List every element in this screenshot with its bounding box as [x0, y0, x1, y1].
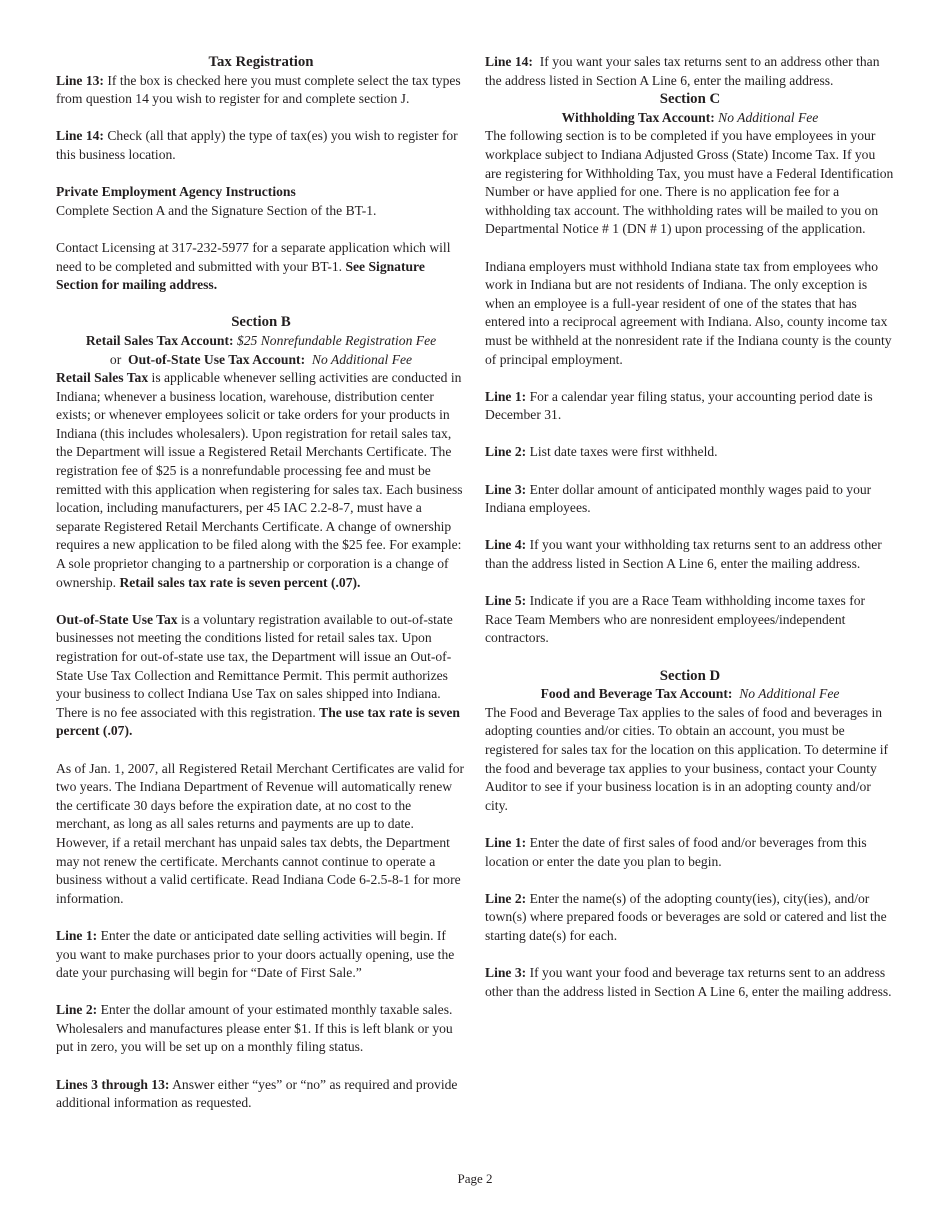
or-text: or: [109, 351, 129, 367]
food-beverage-paragraph: The Food and Beverage Tax applies to the sales of food and beverages in adopting counties and/or cities. To obtain an account, you must be registered for sales tax for the location on this application. To determine if the food and beverage tax applies to your business, contact your County Auditor to see if your business location is in an adopting county and/or city.: [485, 704, 889, 813]
retail-account-line: [56, 332, 466, 351]
c-line3-text: Enter dollar amount of anticipated monthly wages paid to your Indiana employees.: [485, 481, 872, 516]
b-lines3-13-label: Lines 3 through 13:: [56, 1076, 170, 1092]
c-line3-label: Line 3:: [485, 481, 527, 497]
line14-text: Check (all that apply) the type of tax(es) you wish to register for this business location.: [56, 128, 458, 162]
b-line2-label: Line 2:: [56, 1002, 98, 1018]
d-line3-label: Line 3:: [485, 965, 527, 981]
c-line14-label: Line 14:: [485, 54, 533, 69]
oos-text: is a voluntary registration available to out-of-state businesses not meeting the conditions listed for retail sales tax. Upon registration for out-of-state use tax, the Department will issue an Out-of-State Use Tax Collection and Remittance Permit. This permit authorizes your business to collect Indiana Use Tax on sales shipped into Indiana. There is no fee associated with this registration.: [56, 611, 453, 720]
c-line14-text: If you want your sales tax returns sent to an address other than the address listed in Section A Line 6, enter the mailing address.: [485, 54, 883, 88]
d-line1-instruction: [485, 834, 895, 871]
b-line2-text: Enter the dollar amount of your estimated monthly taxable sales. Wholesalers and manufactures please enter $1. If this is left blank or you put in zero, you will be set up on a monthly filing status.: [56, 1002, 453, 1055]
food-beverage-account-line: [485, 685, 895, 704]
retail-account-fee: $25 Nonrefundable Registration Fee: [233, 332, 437, 348]
retail-text: is applicable whenever selling activities are conducted in Indiana; whenever a business location, warehouse, distribution center exists; or whenever employees solicit or take orders for your products in Indiana (this includes wholesalers). Upon registration for retail sales tax, the Department will issue a Registered Retail Merchants Certificate. The registration fee of $25 is a nonrefundable processing fee and must be remitted with this application when registering for sales tax. Each business location, including manufacturers, per 45 IAC 2.2-8-7, must have a separate Registered Retail Merchants Certificate. A change of ownership requires a new application to be filed along with the $25 fee. For example: A sole proprietor changing to a partnership or corporation is a change of ownership.: [56, 370, 463, 590]
c-line4-instruction: [485, 536, 895, 573]
section-b-heading: Section B: [231, 314, 291, 331]
line14-label: Line 14:: [56, 128, 104, 144]
food-beverage-account-label: Food and Beverage Tax Account:: [540, 686, 733, 702]
b-line1-text: Enter the date or anticipated date selling activities will begin. If you want to make purchases prior to your doors actually opening, use the date your purchasing will begin for “Date of First Sale.”: [56, 927, 455, 981]
oos-account-fee: No Additional Fee: [305, 351, 413, 367]
c-line14-instruction: [485, 53, 895, 90]
page-number: Page 2: [457, 1171, 493, 1186]
retail-account-label: Retail Sales Tax Account:: [85, 332, 234, 348]
c-line5-instruction: [485, 592, 895, 648]
retail-sales-tax-paragraph: [56, 369, 466, 592]
c-line2-label: Line 2:: [485, 444, 527, 460]
c-line5-text: Indicate if you are a Race Team withholding income taxes for Race Team Members who are nonresident employees/independent contractors.: [485, 593, 866, 646]
withholding-account-line: [485, 109, 895, 128]
oos-rate: The use tax rate is seven percent (.07).: [56, 704, 460, 739]
contact-text: Contact Licensing at 317-232-5977 for a separate application which will need to be completed and submitted with your BT-1.: [56, 239, 451, 274]
section-c-heading: Section C: [659, 91, 721, 108]
d-line2-instruction: [485, 890, 895, 946]
c-line1-text: For a calendar year filing status, your accounting period date is December 31.: [485, 388, 873, 423]
d-line1-text: Enter the date of first sales of food and/or beverages from this location or enter the date you plan to begin.: [485, 834, 867, 869]
d-line3-instruction: [485, 964, 895, 1001]
left-column: [56, 53, 466, 1113]
b-lines3-13-instruction: [56, 1076, 466, 1113]
d-line2-label: Line 2:: [485, 890, 527, 906]
retail-rate: Retail sales tax rate is seven percent (.07).: [119, 574, 361, 590]
withholding-account-label: Withholding Tax Account:: [561, 109, 715, 125]
line14-instruction: [56, 127, 466, 164]
c-line2-text: List date taxes were first withheld.: [526, 444, 718, 460]
oos-account-label: Out-of-State Use Tax Account:: [128, 351, 306, 367]
d-line3-text: If you want your food and beverage tax returns sent to an address other than the address listed in Section A Line 6, enter the mailing address.: [485, 965, 892, 999]
contact-bold-text: See Signature Section for mailing address.: [56, 258, 425, 293]
c-line1-label: Line 1:: [485, 388, 527, 404]
c-line4-text: If you want your withholding tax returns sent to an address other than the address listed in Section A Line 6, enter the mailing address.: [485, 537, 882, 572]
pea-title: Private Employment Agency Instructions: [56, 184, 296, 200]
withholding-paragraph: The following section is to be completed if you have employees in your workplace subject to Indiana Adjusted Gross (State) Income Tax. If you are registering for Withholding Tax, you must have a Federal Identification Number or have applied for one. There is no application fee for a withholding tax account. The withholding rates will be mailed to you on Departmental Notice # 1 (DN # 1) upon processing of the application.: [485, 128, 894, 237]
b-lines3-13-text: Answer either “yes” or “no” as required and provide additional information as requested.: [56, 1076, 458, 1111]
right-column: [485, 53, 895, 1001]
c-line1-instruction: [485, 388, 895, 425]
oos-account-line: [56, 351, 466, 370]
section-d-heading: Section D: [659, 667, 721, 684]
line13-text: If the box is checked here you must complete select the tax types from question 14 you wish to register for and complete section J.: [56, 72, 461, 107]
certificate-renewal-paragraph: As of Jan. 1, 2007, all Registered Retail Merchant Certificates are valid for two years. The Indiana Department of Revenue will automatically renew the certificate 30 days before the expiration date, at no cost to the merchant, as long as all sales returns and payments are up to date. However, if a retail merchant has unpaid sales tax debts, the Department may not renew the certificate. Merchants cannot continue to operate a business without a valid certificate. Read Indiana Code 6-2.5-8-1 for more information.: [56, 760, 465, 906]
d-line2-text: Enter the name(s) of the adopting county(ies), city(ies), and/or town(s) where prepared foods or beverages are sold or catered and list the starting date(s) for each.: [485, 890, 887, 943]
withholding-nonresident-paragraph: Indiana employers must withhold Indiana state tax from employees who work in Indiana but are not residents of Indiana. The only exception is when an employee is a full-year resident of one of the states that has entered into a reciprocal agreement with Indiana. Also, county income tax must be withheld at the nonresident rate if the Indiana county is the county of principal employment.: [485, 258, 892, 367]
line13-label: Line 13:: [56, 72, 104, 88]
b-line2-instruction: [56, 1001, 466, 1057]
contact-licensing-paragraph: [56, 239, 466, 295]
oos-use-tax-paragraph: [56, 611, 466, 741]
c-line4-label: Line 4:: [485, 537, 527, 553]
line13-instruction: [56, 72, 466, 109]
d-line1-label: Line 1:: [485, 834, 527, 850]
tax-registration-heading: Tax Registration: [208, 54, 314, 70]
b-line1-label: Line 1:: [56, 927, 98, 943]
c-line2-instruction: [485, 443, 895, 462]
pea-text: Complete Section A and the Signature Section of the BT-1.: [56, 202, 377, 218]
retail-lead: Retail Sales Tax: [56, 370, 149, 386]
food-beverage-account-fee: No Additional Fee: [732, 686, 840, 702]
c-line5-label: Line 5:: [485, 593, 527, 609]
b-line1-instruction: [56, 927, 466, 983]
withholding-account-fee: No Additional Fee: [714, 109, 819, 125]
c-line3-instruction: [485, 481, 895, 518]
oos-lead: Out-of-State Use Tax: [56, 611, 178, 627]
